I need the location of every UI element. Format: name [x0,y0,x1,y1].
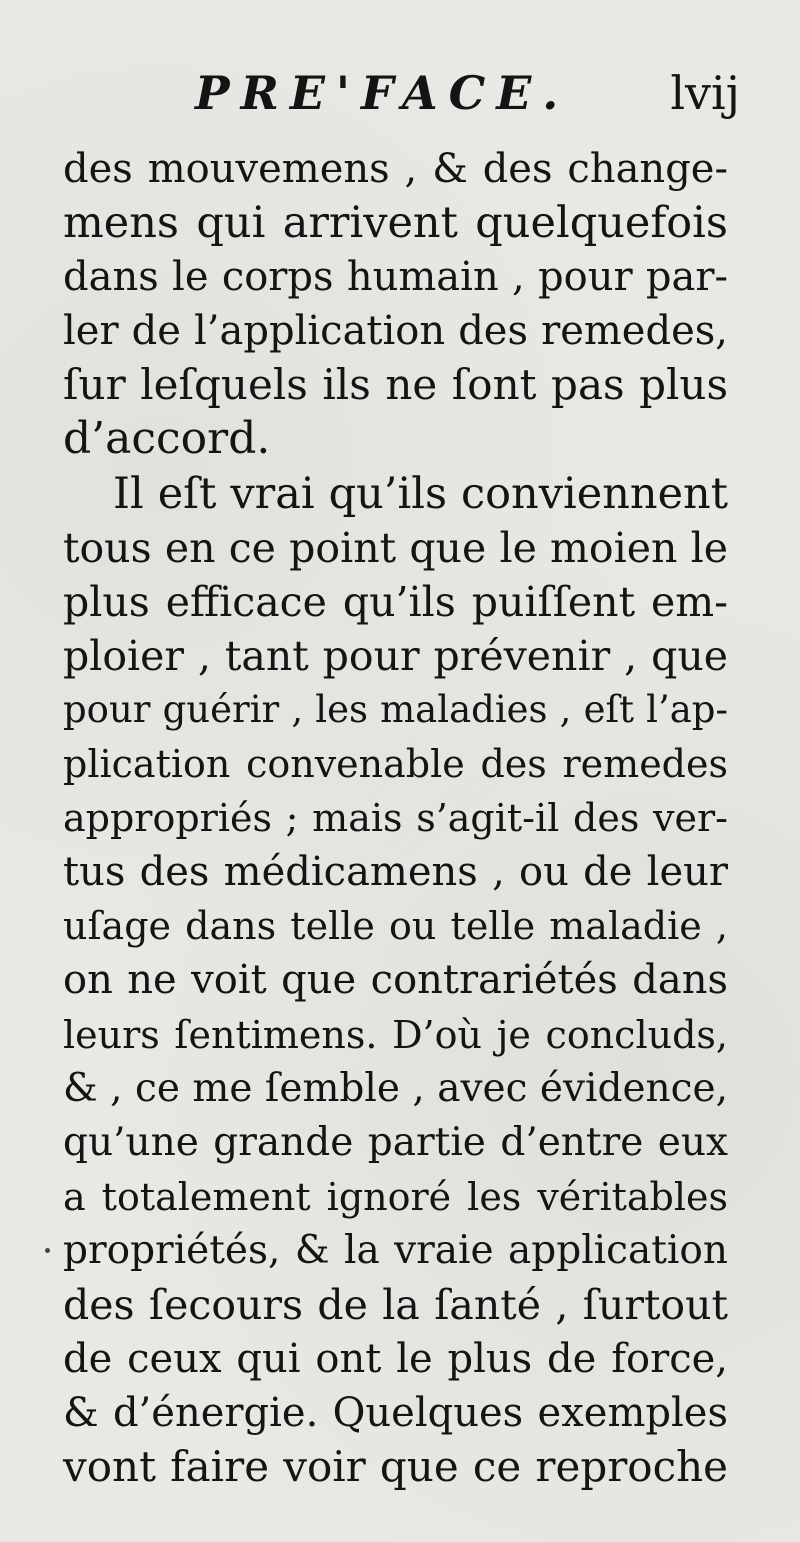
text-line: leurs ſentimens. D’où je concluds, [63,1012,728,1057]
text-line: plus efficace qu’ils puiſſent em- [63,577,728,626]
text-line: mens qui arrivent quelquefois [63,198,728,249]
text-line: ler de l’application des remedes, [63,308,728,355]
text-line: plication convenable des remedes [63,742,728,787]
text-line: des ſecours de la ſanté , ſurtout [63,1280,728,1329]
text-line: qu’une grande partie d’entre eux [63,1119,728,1165]
ink-speck [45,1248,50,1253]
text-line: appropriés ; mais s’agit-il des ver- [63,796,728,841]
text-line: des mouvemens , & des change- [63,146,728,192]
text-line: d’accord. [63,413,271,465]
text-line: Il eſt vrai qu’ils conviennent [113,468,728,519]
text-line: & d’énergie. Quelques exemples [63,1390,728,1437]
page-number: lvij [670,66,740,120]
text-line: propriétés, & la vraie application [63,1227,728,1273]
running-title: PRE'FACE. [195,66,570,120]
text-line: dans le corps humain , pour par- [63,254,728,301]
text-line: & , ce me ſemble , avec évidence, [63,1065,728,1111]
text-line: tus des médicamens , ou de leur [63,849,728,896]
text-line: de ceux qui ont le plus de force, [63,1336,728,1383]
page-header [60,60,740,140]
text-line: ſur leſquels ils ne ſont pas plus [63,360,728,410]
text-line: on ne voit que contrariétés dans [63,957,728,1004]
body-text [63,142,728,1494]
text-line: ploier , tant pour prévenir , que [63,631,728,680]
text-line: pour guérir , les maladies , eſt l’ap- [63,687,728,731]
text-line: tous en ce point que le moien le [63,523,728,572]
text-line: vont faire voir que ce reproche [63,1442,728,1492]
text-line: a totalement ignoré les véritables [63,1174,728,1219]
text-line: uſage dans telle ou telle maladie , [63,904,728,949]
